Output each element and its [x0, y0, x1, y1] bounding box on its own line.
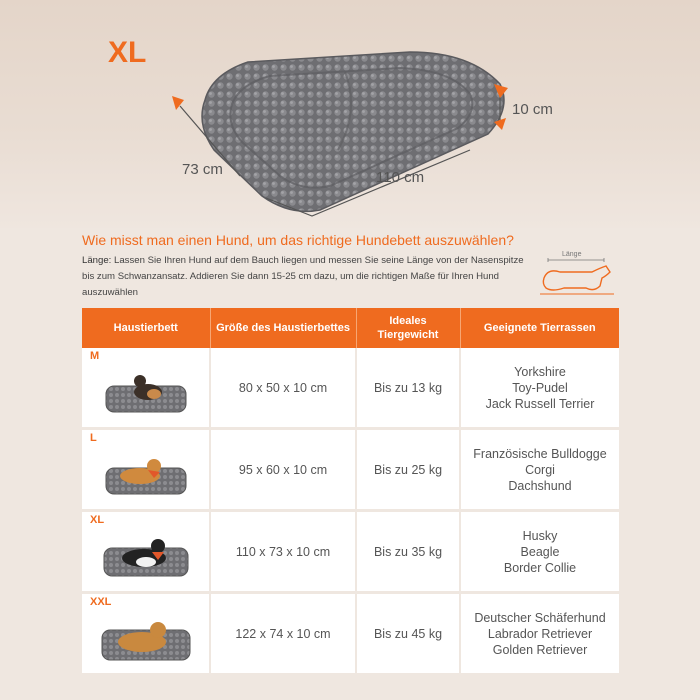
- table-row: [82, 348, 619, 429]
- breed-item: Deutscher Schäferhund: [474, 610, 606, 625]
- header-weight: Ideales Tiergewicht: [356, 308, 460, 348]
- bed-cell: [82, 348, 210, 429]
- product-hero: [0, 0, 700, 228]
- bed-dimensions: 110 x 73 x 10 cm: [210, 511, 356, 593]
- dog-bed-illustration: [0, 0, 700, 228]
- size-chart-table: [82, 308, 619, 676]
- breed-item: Golden Retriever: [492, 642, 588, 657]
- bed-size-label: XL: [90, 514, 105, 526]
- bed-dimensions: 122 x 74 x 10 cm: [210, 593, 356, 675]
- measure-question: Wie misst man einen Hund, um das richtige Hundebett auszuwählen?: [82, 232, 514, 248]
- dog-measure-icon: [534, 248, 620, 298]
- breed-item: Dachshund: [508, 478, 572, 493]
- bed-xxl-thumbnail: [96, 614, 196, 664]
- breed-item: Jack Russell Terrier: [485, 396, 595, 411]
- measure-instructions: [82, 253, 528, 301]
- ideal-weight: Bis zu 45 kg: [356, 593, 460, 675]
- bed-size-label: XXL: [90, 596, 112, 608]
- bed-size-label: M: [90, 350, 100, 362]
- dog-icon-label: Länge: [562, 251, 582, 258]
- breed-item: Yorkshire: [514, 364, 566, 379]
- table-row: [82, 511, 619, 593]
- breed-list: [460, 348, 619, 429]
- width-label: 73 cm: [182, 161, 223, 178]
- bed-l-thumbnail: [96, 450, 196, 500]
- breed-item: Toy-Pudel: [512, 380, 568, 395]
- ideal-weight: Bis zu 35 kg: [356, 511, 460, 593]
- bed-m-thumbnail: [96, 368, 196, 418]
- table-row: [82, 593, 619, 675]
- instructions-text: Lassen Sie Ihren Hund auf dem Bauch liegen und messen Sie seine Länge von der Nasenspitze bis zum Schwanzansatz. Addieren Sie dann 15-25 cm dazu, um die richtigen Maße für Ihren Hund auszuwählen: [82, 255, 524, 298]
- header-bed: Haustierbett: [82, 308, 210, 348]
- bed-size-label: L: [90, 432, 97, 444]
- breed-item: Französische Bulldogge: [473, 446, 607, 461]
- breed-item: Corgi: [525, 462, 555, 477]
- ideal-weight: Bis zu 13 kg: [356, 348, 460, 429]
- bed-cell: [82, 593, 210, 675]
- bed-xl-thumbnail: [96, 532, 196, 582]
- instructions-lead: Länge:: [82, 255, 112, 266]
- breed-list: [460, 429, 619, 511]
- breed-list: [460, 511, 619, 593]
- breed-list: [460, 593, 619, 675]
- bed-cell: [82, 429, 210, 511]
- bed-dimensions: 80 x 50 x 10 cm: [210, 348, 356, 429]
- size-tag: XL: [108, 36, 147, 69]
- breed-item: Husky: [522, 528, 558, 543]
- breed-item: Border Collie: [503, 560, 577, 575]
- header-bed-size: Größe des Haustierbettes: [210, 308, 356, 348]
- breed-item: Beagle: [520, 544, 560, 559]
- length-label: 110 cm: [376, 169, 425, 186]
- table-row: [82, 429, 619, 511]
- header-breeds: Geeignete Tierrassen: [460, 308, 619, 348]
- height-label: 10 cm: [512, 101, 553, 118]
- breed-item: Labrador Retriever: [487, 626, 593, 641]
- bed-cell: [82, 511, 210, 593]
- bed-dimensions: 95 x 60 x 10 cm: [210, 429, 356, 511]
- ideal-weight: Bis zu 25 kg: [356, 429, 460, 511]
